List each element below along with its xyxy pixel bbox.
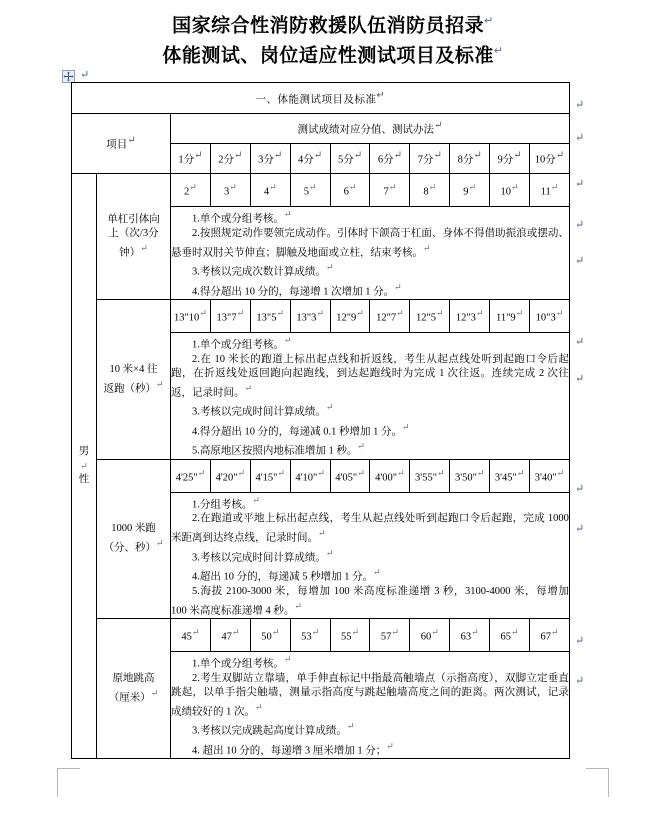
value-cell [290,459,330,492]
header-point-label: 3分 [258,154,274,166]
description-vertical-jump [171,652,570,759]
desc-text: 5.高原地区按照内地标准增加 1 秒。 [192,445,358,457]
header-point-8 [450,144,490,174]
pilcrow-mark: ↵ [493,45,504,58]
pilcrow-mark: ↵ [386,740,394,751]
desc-text: 3.考核以完成次数计算成绩。 [192,266,326,278]
item-name-line: （分、秒） [103,542,156,554]
value-text: 50 [261,631,272,643]
pilcrow-mark: ↵ [516,467,525,478]
pilcrow-mark: ↵ [155,378,164,389]
value-cell [250,459,290,492]
desc-line [171,585,569,619]
pilcrow-mark: ↵ [155,538,164,548]
header-point-5 [330,144,370,174]
value-text: 3'50" [454,472,477,484]
pilcrow-mark: ↵ [556,467,565,478]
pilcrow-mark: ↵ [277,467,285,478]
sex-label-male [72,174,97,759]
desc-text: 3.考核以完成跳起高度计算成绩。 [192,725,347,737]
desc-line [171,439,569,459]
pilcrow-mark: ↵ [550,182,559,193]
pilcrow-mark: ↵ [431,627,439,638]
value-cell [210,174,250,207]
header-item-cell [72,114,171,174]
pilcrow-mark: ↵ [150,687,159,698]
value-text: 13"7 [216,312,237,324]
value-cell [370,459,410,492]
value-cell [530,174,570,207]
pilcrow-mark: ↵ [397,467,405,478]
value-text: 57 [380,631,392,643]
pilcrow-mark: ↵ [357,467,365,478]
value-text: 4'05" [335,472,358,484]
item-name-line: 原地跳高 [112,672,155,684]
header-point-4 [290,144,330,174]
value-cell [490,174,530,207]
value-cell [450,459,490,492]
pilcrow-mark: ↵ [325,402,334,412]
pilcrow-mark: ↵ [189,182,197,193]
description-1000m-run [171,492,570,619]
header-scores-span-label: 测试成绩对应分值、测试办法 [297,124,435,136]
pilcrow-mark: ↵ [373,567,381,577]
value-cell [250,619,290,652]
value-text: 4'10" [295,472,318,484]
pilcrow-mark: ↵ [484,15,494,27]
pilcrow-mark: ↵ [475,308,484,319]
desc-line [171,739,569,759]
header-point-2 [210,144,250,174]
value-text: 10"3 [535,312,556,324]
table-row-values-pullups [72,174,570,207]
value-text: 53 [301,631,312,643]
pilcrow-mark: ↵ [313,150,323,162]
pilcrow-mark: ↵ [269,182,277,193]
table-row-values-shuttle [72,300,570,333]
item-name-line: 上（次/3分 [108,227,159,239]
item-name-line: 钟） [119,247,141,259]
desc-line [171,493,569,513]
desc-line [171,227,569,261]
value-text: 11 [540,186,551,198]
desc-text: 4.得分超出 10 分的，每递减 0.1 秒增加 1 分。 [192,426,402,437]
desc-text: 1.单个或分组考核。 [192,658,284,670]
value-text: 4'15" [255,472,278,484]
desc-text: 1.分组考核。 [192,499,253,510]
pilcrow-mark: ↵ [194,150,203,162]
value-cell [450,619,490,652]
pilcrow-mark: ↵ [473,150,482,162]
pilcrow-mark-top: ↵ [80,69,90,81]
header-point-7 [410,144,450,174]
item-name-line: 单杠引体向 [107,213,160,225]
desc-line [171,400,569,420]
header-point-label: 1分 [178,154,195,166]
header-point-label: 2分 [218,154,235,166]
value-text: 3'55" [415,472,437,484]
pilcrow-mark: ↵ [394,281,402,292]
pilcrow-mark: ↵ [271,627,280,638]
desc-line [171,512,569,546]
value-cell [210,300,250,333]
desc-line [171,260,569,280]
value-cell [530,619,570,652]
value-cell [171,174,211,207]
value-cell [370,300,410,333]
title-line-1 [0,8,666,38]
value-cell [330,174,370,207]
header-point-10 [530,144,570,174]
desc-text: 1.单个或分组考核。 [192,213,284,225]
header-scores-span-cell [171,114,570,144]
value-text: 9 [463,186,469,198]
desc-line [171,546,569,566]
pilcrow-mark: ↵ [434,120,443,132]
pilcrow-mark: ↵ [511,627,519,638]
value-cell [171,619,211,652]
physical-test-standards-table [71,82,569,759]
value-cell [210,619,250,652]
value-text: 12"3 [455,312,476,324]
value-cell [370,619,410,652]
margin-guide-bottom-right [586,768,609,797]
item-name-shuttle-run [97,300,171,460]
value-text: 12"5 [415,312,437,324]
desc-text: 4.得分超出 10 分的，每递增 1 次增加 1 分。 [192,286,395,297]
value-cell [530,459,570,492]
item-name-1000m-run [97,459,171,619]
value-text: 4'20" [215,472,238,484]
desc-line [171,207,569,227]
pilcrow-mark: ↵ [273,150,283,162]
pilcrow-mark: ↵ [236,308,245,319]
desc-line [171,652,569,672]
pilcrow-mark: ↵ [376,90,386,102]
pilcrow-mark: ↵ [276,308,285,319]
value-cell [530,300,570,333]
item-name-line: 1000 米跑 [111,523,156,534]
pilcrow-mark: ↵ [436,308,444,319]
value-cell [490,459,530,492]
pilcrow-mark: ↵ [476,467,485,478]
header-point-label: 10分 [534,154,556,166]
pilcrow-mark: ↵ [513,150,522,162]
pilcrow-mark: ↵ [199,308,207,319]
desc-line [171,353,569,401]
pilcrow-mark: ↵ [423,242,431,253]
table-row-values-vertical-jump [72,619,570,652]
value-cell [410,459,450,492]
desc-text: 2.考生双脚站立靠墙，单手伸直标记中指最高触墙点（示指高度），双脚立定垂直跳起，以单手指尖触墙，测量示指高度与跳起触墙高度之间的距离。两次测试，记录成绩较好的 1 次。 [171,672,569,717]
pilcrow-mark: ↵ [252,494,260,505]
pilcrow-mark: ↵ [550,627,559,638]
desc-text: 1.单个或分组考核。 [192,339,284,351]
margin-guide-bottom-left [57,768,80,797]
value-text: 60 [420,631,432,643]
value-cell [250,300,290,333]
pilcrow-mark: ↵ [140,242,148,253]
pilcrow-mark: ↵ [191,627,200,638]
value-text: 4'00" [375,472,398,484]
value-text: 67 [540,631,551,643]
pilcrow-mark: ↵ [283,209,292,219]
pilcrow-mark: ↵ [428,182,437,193]
pilcrow-mark: ↵ [255,701,263,712]
header-point-9 [490,144,530,174]
desc-line [171,565,569,585]
pilcrow-mark: ↵ [433,150,442,162]
desc-line [171,280,569,300]
value-text: 13"10 [174,312,200,324]
value-cell [450,300,490,333]
desc-line [171,719,569,739]
pilcrow-mark: ↵ [318,528,326,538]
value-cell [171,300,211,333]
value-cell [290,300,330,333]
value-cell [171,459,211,492]
desc-text: 3.考核以完成时间计算成绩。 [192,406,326,418]
value-text: 47 [221,631,232,643]
table-row-header-top [72,114,570,144]
table-row-values-1000m [72,459,570,492]
value-text: 8 [423,186,429,198]
header-point-label: 5分 [337,154,354,166]
pilcrow-mark: ↵ [127,135,136,147]
header-point-label: 4分 [298,154,314,166]
section-heading-cell [72,83,570,114]
page-title [0,8,666,69]
title-line-2-text: 体能测试、岗位适应性测试项目及标准 [162,44,494,67]
value-text: 4'25" [175,472,198,484]
desc-line [171,333,569,353]
desc-text: 5.海拔 2100-3000 米，每增加 100 米高度标准递增 3 秒，3100-4000 米，每增加 100 米高度标准递增 4 秒。 [171,585,569,616]
value-cell [450,174,490,207]
value-cell [290,619,330,652]
pilcrow-mark: ↵ [402,421,410,432]
pilcrow-mark: ↵ [346,721,355,731]
pilcrow-mark: ↵ [356,308,364,319]
value-cell [410,619,450,652]
sex-char-1: 男 [78,446,90,457]
header-point-1 [171,144,211,174]
pilcrow-mark: ↵ [468,182,477,193]
value-cell [490,300,530,333]
value-text: 3 [223,186,230,198]
pilcrow-mark: ↵ [348,182,357,193]
section-heading-text: 一、体能测试项目及标准 [255,93,377,106]
pilcrow-mark: ↵ [351,627,360,638]
pilcrow-mark: ↵ [197,467,206,478]
value-text: 63 [460,631,472,643]
value-text: 12"9 [336,312,357,324]
pilcrow-mark: ↵ [357,441,365,451]
value-text: 12"7 [376,312,397,324]
value-text: 2 [184,186,190,198]
pilcrow-mark: ↵ [231,627,240,638]
value-text: 65 [500,631,512,643]
pilcrow-mark: ↵ [294,600,302,611]
header-point-label: 8分 [457,154,474,166]
value-text: 6 [343,186,349,198]
item-name-line: 10 米×4 往 [109,363,158,375]
header-point-label: 6分 [377,154,394,166]
pilcrow-mark: ↵ [555,150,565,162]
desc-text: 3.考核以完成时间计算成绩。 [192,552,326,563]
tab-mark: ↵ [80,461,88,471]
pilcrow-mark: ↵ [244,382,253,393]
value-text: 4 [263,186,270,198]
desc-text: 4. 超出 10 分的，每递增 3 厘米增加 1 分； [192,745,387,756]
header-point-3 [250,144,290,174]
pilcrow-mark: ↵ [471,627,479,638]
pilcrow-mark: ↵ [237,467,246,478]
desc-text: 2.在跑道或平地上标出起点线，考生从起点线处听到起跑口令后起跑，完成 1000 米距离到达终点线，记录时间。 [171,513,569,544]
document-page: 国家综合性消防救援队伍消防员招录↵ 体能测试、岗位适应性测试项目及标准↵ ↵ ↵ ↵ ↵ ↵ ↵ ↵ ↵ ↵ ↵ ↵ ↵ 一、体能测试项目及标准↵ 项目↵ 测试成绩对应分值、测试办法↵ 1分↵ 2分↵ 3分↵ 4分↵ 5分↵ 6分↵ 7分↵ 8分↵ 9分↵ 10分↵ 男 ↵ 性 单杠引体向 上（次/3分 钟）↵ 2↵ 3↵ 4↵ 5↵ 6↵ 7↵ 8↵ 9↵ 10↵ 11↵ 1.单个或分组考核。↵ 2.按照规定动作要领完成动作。引体时下颌高于杠面、身体不得借助振浪或摆动、悬垂时双肘关节伸直；脚触及地面或立柱，结束考核。↵ 3.考核以完成次数计算成绩。↵ 4.得分超出 10 分的，每递增 1 次增加 1 分。↵ 10 米×4 往 返跑（秒）↵ 13"10↵ 13"7↵ 13"5↵ 13"3↵ 12"9↵ 12"7↵ 12"5↵ 12"3↵ 11"9↵ 10"3↵ 1.单个或分组考核。↵ 2.在 10 米长的跑道上标出起点线和折返线，考生从起点线处听到起跑口令后起跑，在折返线处返回跑向起跑线，到达起跑线时为完成 1 次往返。连续完成 2 次往返，记录时间。↵ 3.考核以完成时间计算成绩。↵ 4.得分超出 10 分的，每递减 0.1 秒增加 1 分。↵ 5.高原地区按照内地标准增加 1 秒。↵ 1000 米跑 （分、秒）↵ 4'25"↵ 4'20"↵ 4'15"↵ 4'10"↵ 4'05"↵ 4'00"↵ 3'55"↵ 3'50"↵ 3'45"↵ 3'40"↵ 1.分组考核。↵ 2.在跑道或平地上标出起点线，考生从起点线处听到起跑口令后起跑，完成 1000 米距离到达终点线，记录时间。↵ 3.考核以完成时间计算成绩。↵ 4.超出 10 分的，每递减 5 秒增加 1 分。↵ 5.海拔 2100-3000 米，每增加 100 米高度标准递增 3 秒，3100-4000 米，每增加 100 米高度标准递增 4 秒。↵ 原地跳高 （厘米）↵ 45↵ 47↵ 50↵ 53↵ 55↵ 57↵ 60↵ 63↵ 65↵ 67↵ 1.单个或分组考核。↵ 2.考生双脚站立靠墙，单手伸直标记中指最高触墙点（示指高度），双脚立定垂直跳起，以单手指尖触墙，测量示指高度与跳起触墙高度之间的距离。两次测试，记录成绩较好的 1 次。↵ 3.考核以完成跳起高度计算成绩。↵ 4. 超出 10 分的，每递增 3 厘米增加 1 分；↵ [0,0,666,819]
header-point-label: 7分 [417,154,434,166]
header-point-6 [370,144,410,174]
item-name-vertical-jump [97,619,171,759]
pilcrow-mark: ↵ [396,308,404,319]
pilcrow-mark: ↵ [393,150,402,162]
item-name-pullups [97,174,171,300]
pilcrow-mark: ↵ [325,262,334,272]
value-cell [210,459,250,492]
pilcrow-mark: ↵ [317,467,325,478]
value-text: 3'45" [494,472,517,484]
value-text: 55 [340,631,352,643]
desc-text: 2.按照规定动作要领完成动作。引体时下颌高于杠面、身体不得借助振浪或摆动、悬垂时双肘关节伸直；脚触及地面或立柱，结束考核。 [171,227,569,258]
value-text: 11"9 [495,312,516,324]
value-text: 7 [383,186,389,198]
header-item-label: 项目 [106,139,128,151]
desc-text: 2.在 10 米长的跑道上标出起点线和折返线，考生从起点线处听到起跑口令后起跑，在折返线处返回跑向起跑线，到达起跑线时为完成 1 次往返。连续完成 2 次往返，记录时间。 [171,353,569,398]
pilcrow-mark: ↵ [283,335,292,345]
pilcrow-mark: ↵ [234,150,243,162]
pilcrow-mark: ↵ [391,627,399,638]
value-text: 45 [181,631,192,643]
title-line-1-text: 国家综合性消防救援队伍消防员招录 [172,14,485,37]
pilcrow-mark: ↵ [311,627,320,638]
value-cell [410,174,450,207]
item-name-line: 返跑（秒） [103,383,156,394]
pilcrow-mark: ↵ [388,182,397,193]
desc-line [171,420,569,440]
value-cell [330,459,370,492]
value-text: 3'40" [534,472,557,484]
pilcrow-mark: ↵ [555,308,564,319]
value-cell [250,174,290,207]
value-cell [490,619,530,652]
value-text: 10 [500,186,512,198]
value-text: 5 [303,186,309,198]
pilcrow-mark: ↵ [308,182,317,193]
title-line-2 [0,38,666,68]
desc-text: 4.超出 10 分的，每递减 5 秒增加 1 分。 [192,571,374,583]
pilcrow-mark: ↵ [316,308,324,319]
pilcrow-mark: ↵ [436,467,445,478]
value-cell [290,174,330,207]
value-cell [330,300,370,333]
item-name-line: （厘米） [108,692,151,704]
pilcrow-mark: ↵ [229,182,237,193]
desc-line [171,672,569,720]
description-shuttle-run [171,333,570,460]
pilcrow-mark: ↵ [325,547,334,558]
value-text: 13"3 [296,312,317,324]
table-row-section-heading [72,83,570,114]
value-cell [410,300,450,333]
value-cell [370,174,410,207]
sex-char-2: 性 [78,474,90,485]
pilcrow-mark: ↵ [511,182,519,193]
value-cell [330,619,370,652]
description-pullups [171,207,570,300]
pilcrow-mark: ↵ [353,150,363,162]
pilcrow-mark: ↵ [515,308,524,319]
value-text: 13"5 [256,312,277,324]
header-point-label: 9分 [497,154,514,166]
pilcrow-mark: ↵ [283,654,292,664]
